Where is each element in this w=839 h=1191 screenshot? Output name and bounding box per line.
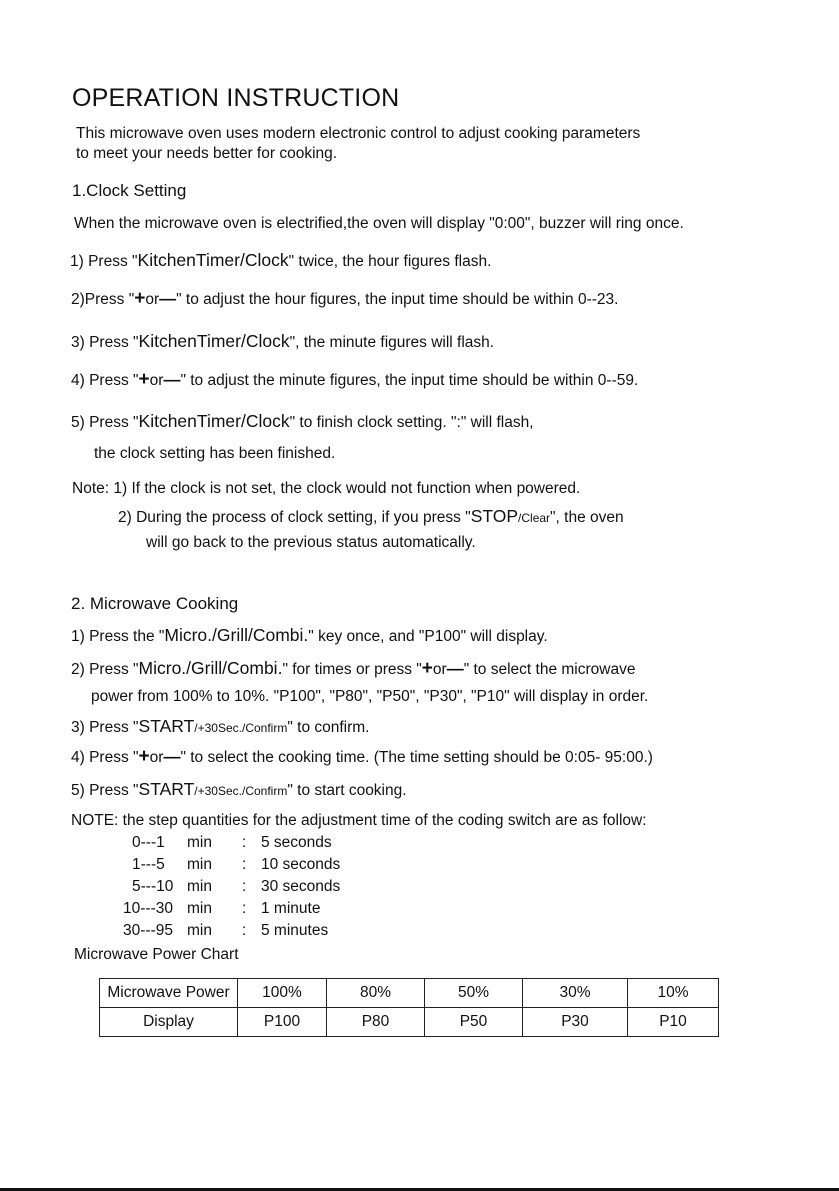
step-text: 5) Press " bbox=[71, 782, 139, 799]
table-cell: 100% bbox=[238, 979, 327, 1008]
note-intro: NOTE: the step quantities for the adjustment time of the coding switch are as follow: bbox=[71, 812, 647, 829]
key-label-small: /+30Sec./Confirm bbox=[194, 784, 288, 798]
intro-line-1: This microwave oven uses modern electronic control to adjust cooking parameters bbox=[76, 125, 641, 142]
step-text: " to select the cooking time. (The time setting should be 0:05- 95:00.) bbox=[180, 749, 653, 766]
key-label-small: /Clear bbox=[518, 511, 551, 525]
key-label: KitchenTimer/Clock bbox=[138, 331, 290, 351]
table-cell: 50% bbox=[425, 979, 523, 1008]
note-range: 0---1 bbox=[132, 834, 165, 851]
step-text: " to finish clock setting. ":" will flash, bbox=[289, 414, 534, 431]
key-label-small: /+30Sec./Confirm bbox=[194, 721, 288, 735]
step-text: " to adjust the hour figures, the input time should be within 0--23. bbox=[176, 291, 619, 308]
clock-note-2-cont: will go back to the previous status automatically. bbox=[146, 534, 476, 551]
table-cell: Display bbox=[100, 1008, 238, 1037]
step-text: 1) Press " bbox=[70, 253, 138, 270]
plus-icon: + bbox=[134, 288, 146, 309]
table-row bbox=[100, 1008, 719, 1037]
key-label: STOP bbox=[470, 506, 519, 526]
step-text: 2)Press " bbox=[71, 291, 135, 308]
minus-icon: — bbox=[163, 370, 181, 389]
note-unit: min bbox=[187, 900, 212, 917]
key-label: START bbox=[138, 779, 195, 799]
step-text: 2) During the process of clock setting, if you press " bbox=[118, 509, 471, 526]
table-cell: 30% bbox=[523, 979, 628, 1008]
micro-step-5 bbox=[71, 779, 407, 801]
note-range: 10---30 bbox=[123, 900, 173, 917]
note-range: 30---95 bbox=[123, 922, 173, 939]
table-cell: P50 bbox=[425, 1008, 523, 1037]
micro-step-2-cont: power from 100% to 10%. "P100", "P80", "P50", "P30", "P10" will display in order. bbox=[91, 688, 649, 705]
step-text: or bbox=[149, 749, 164, 766]
clock-step-4 bbox=[71, 370, 638, 391]
key-label: Micro./Grill/Combi. bbox=[138, 658, 283, 678]
step-text: 4) Press " bbox=[71, 749, 139, 766]
minus-icon: — bbox=[446, 659, 464, 678]
note-unit: min bbox=[187, 834, 212, 851]
table-cell: 10% bbox=[628, 979, 719, 1008]
step-text: " to adjust the minute figures, the input time should be within 0--59. bbox=[180, 372, 639, 389]
note-sep: : bbox=[242, 834, 247, 851]
note-sep: : bbox=[242, 856, 247, 873]
table-cell: P10 bbox=[628, 1008, 719, 1037]
step-text: 4) Press " bbox=[71, 372, 139, 389]
key-label: KitchenTimer/Clock bbox=[137, 250, 289, 270]
plus-icon: + bbox=[138, 746, 150, 767]
plus-icon: + bbox=[421, 658, 433, 679]
clock-heading: 1.Clock Setting bbox=[72, 181, 187, 200]
micro-step-2 bbox=[71, 658, 635, 680]
intro-line-2: to meet your needs better for cooking. bbox=[76, 145, 338, 162]
key-label: Micro./Grill/Combi. bbox=[164, 625, 309, 645]
micro-step-1 bbox=[71, 625, 548, 647]
micro-heading: 2. Microwave Cooking bbox=[71, 594, 239, 613]
step-text: or bbox=[149, 372, 164, 389]
step-text: " for times or press " bbox=[282, 661, 422, 678]
step-text: " to confirm. bbox=[287, 719, 370, 736]
note-unit: min bbox=[187, 856, 212, 873]
clock-note-2 bbox=[118, 506, 624, 528]
clock-intro: When the microwave oven is electrified,the oven will display "0:00", buzzer will ring once. bbox=[74, 215, 684, 232]
note-sep: : bbox=[242, 900, 247, 917]
micro-step-4 bbox=[71, 747, 653, 768]
step-text: 3) Press " bbox=[71, 719, 139, 736]
minus-icon: — bbox=[159, 289, 177, 308]
note-step: 30 seconds bbox=[261, 878, 341, 895]
step-text: 2) Press " bbox=[71, 661, 139, 678]
step-text: " to start cooking. bbox=[287, 782, 407, 799]
step-text: " twice, the hour figures flash. bbox=[288, 253, 492, 270]
step-text: ", the minute figures will flash. bbox=[289, 334, 495, 351]
table-cell: P30 bbox=[523, 1008, 628, 1037]
clock-step-3 bbox=[71, 331, 494, 353]
note-range: 1---5 bbox=[132, 856, 165, 873]
clock-step-5-cont: the clock setting has been finished. bbox=[94, 445, 336, 462]
minus-icon: — bbox=[163, 747, 181, 766]
clock-step-2 bbox=[71, 289, 618, 310]
note-step: 5 seconds bbox=[261, 834, 332, 851]
note-step: 10 seconds bbox=[261, 856, 341, 873]
note-step: 5 minutes bbox=[261, 922, 329, 939]
step-text: ", the oven bbox=[550, 509, 624, 526]
note-unit: min bbox=[187, 922, 212, 939]
step-text: " to select the microwave bbox=[463, 661, 636, 678]
clock-step-1 bbox=[70, 250, 491, 272]
step-text: 3) Press " bbox=[71, 334, 139, 351]
power-chart-table bbox=[99, 978, 719, 1037]
micro-step-3 bbox=[71, 716, 370, 738]
note-step: 1 minute bbox=[261, 900, 321, 917]
clock-note-1: Note: 1) If the clock is not set, the clock would not function when powered. bbox=[72, 480, 581, 497]
note-sep: : bbox=[242, 922, 247, 939]
plus-icon: + bbox=[138, 369, 150, 390]
page-title: OPERATION INSTRUCTION bbox=[72, 84, 400, 112]
step-text: 1) Press the " bbox=[71, 628, 165, 645]
key-label: KitchenTimer/Clock bbox=[138, 411, 290, 431]
note-range: 5---10 bbox=[132, 878, 174, 895]
table-cell: P80 bbox=[327, 1008, 425, 1037]
note-sep: : bbox=[242, 878, 247, 895]
key-label: START bbox=[138, 716, 195, 736]
table-cell: 80% bbox=[327, 979, 425, 1008]
step-text: " key once, and "P100" will display. bbox=[308, 628, 548, 645]
power-chart-caption: Microwave Power Chart bbox=[74, 946, 239, 963]
step-text: 5) Press " bbox=[71, 414, 139, 431]
step-text: or bbox=[432, 661, 447, 678]
table-cell: P100 bbox=[238, 1008, 327, 1037]
table-cell: Microwave Power bbox=[100, 979, 238, 1008]
step-text: or bbox=[145, 291, 160, 308]
note-unit: min bbox=[187, 878, 212, 895]
clock-step-5 bbox=[71, 411, 534, 433]
table-row bbox=[100, 979, 719, 1008]
